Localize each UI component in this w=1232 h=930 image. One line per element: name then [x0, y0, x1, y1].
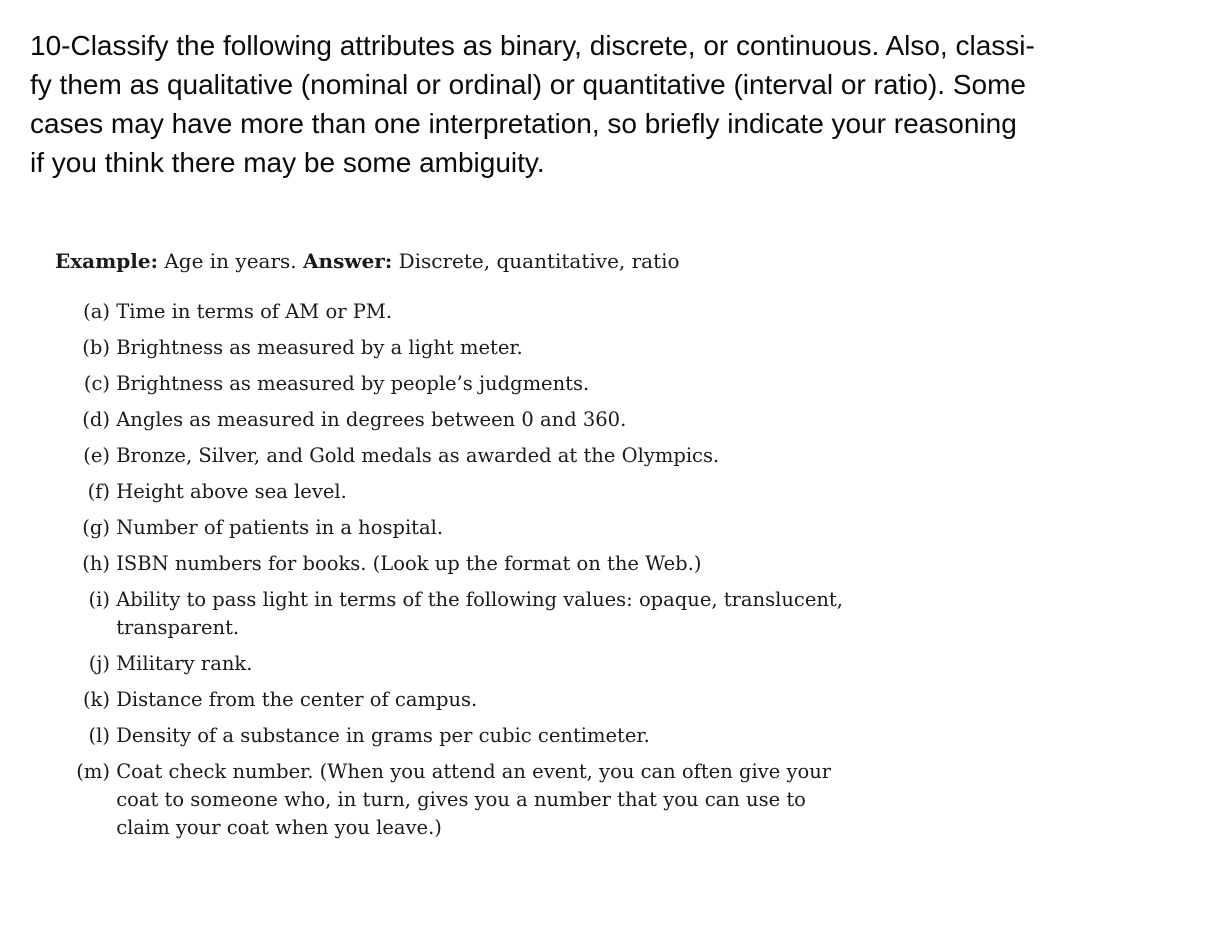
item-text-line: ISBN numbers for books. (Look up the format on the Web.): [116, 552, 702, 575]
list-item: [55, 334, 855, 362]
item-text: [116, 586, 855, 642]
item-text: [116, 514, 855, 542]
example-line: [55, 246, 855, 276]
list-item: [55, 686, 855, 714]
example-text: Age in years.: [164, 249, 297, 273]
list-item: [55, 370, 855, 398]
item-text-line: Angles as measured in degrees between 0 and 360.: [116, 408, 627, 431]
item-text: [116, 442, 855, 470]
item-text: [116, 370, 855, 398]
item-text-line: claim your coat when you leave.): [116, 816, 442, 839]
item-label: (m): [76, 760, 110, 783]
question-line: cases may have more than one interpretation, so briefly indicate your reasoning: [30, 108, 1017, 139]
item-text: [116, 298, 855, 326]
item-text-line: Bronze, Silver, and Gold medals as awarded at the Olympics.: [116, 444, 720, 467]
item-text-line: Distance from the center of campus.: [116, 688, 478, 711]
answer-label: Answer:: [303, 249, 393, 273]
item-text: [116, 722, 855, 750]
list-item: [55, 514, 855, 542]
list-item: [55, 650, 855, 678]
item-text-line: Brightness as measured by people’s judgments.: [116, 372, 590, 395]
item-text-line: Density of a substance in grams per cubic centimeter.: [116, 724, 650, 747]
example-label: Example:: [55, 249, 158, 273]
textbook-excerpt: [55, 246, 855, 850]
item-text: [116, 650, 855, 678]
list-item: [55, 586, 855, 642]
item-text-line: Ability to pass light in terms of the following values: opaque, translucent,: [116, 588, 843, 611]
item-label: (l): [88, 724, 110, 747]
question-prompt: [30, 26, 1200, 182]
answer-text: Discrete, quantitative, ratio: [398, 249, 680, 273]
item-label: (j): [88, 652, 110, 675]
list-item: [55, 442, 855, 470]
item-label: (b): [82, 336, 110, 359]
item-label: (i): [88, 588, 110, 611]
list-item: [55, 478, 855, 506]
item-text-line: Brightness as measured by a light meter.: [116, 336, 523, 359]
item-label: (e): [83, 444, 110, 467]
item-text-line: Time in terms of AM or PM.: [116, 300, 393, 323]
question-line: 10-Classify the following attributes as binary, discrete, or continuous. Also, classi-: [30, 30, 1035, 61]
question-line: fy them as qualitative (nominal or ordinal) or quantitative (interval or ratio). Some: [30, 69, 1026, 100]
item-label: (h): [82, 552, 110, 575]
item-text-line: Height above sea level.: [116, 480, 347, 503]
item-label: (f): [87, 480, 110, 503]
list-item: [55, 298, 855, 326]
item-text: [116, 758, 855, 842]
list-item: [55, 406, 855, 434]
item-label: (c): [83, 372, 110, 395]
item-text: [116, 550, 855, 578]
item-text: [116, 406, 855, 434]
list-item: [55, 550, 855, 578]
item-label: (a): [83, 300, 110, 323]
item-label: (k): [82, 688, 110, 711]
item-label: (g): [82, 516, 110, 539]
item-text: [116, 478, 855, 506]
item-text: [116, 334, 855, 362]
question-line: if you think there may be some ambiguity.: [30, 147, 545, 178]
attribute-list: [55, 298, 855, 842]
list-item: [55, 722, 855, 750]
item-text-line: coat to someone who, in turn, gives you a number that you can use to: [116, 788, 806, 811]
list-item: [55, 758, 855, 842]
item-label: (d): [82, 408, 110, 431]
item-text: [116, 686, 855, 714]
item-text-line: Military rank.: [116, 652, 253, 675]
item-text-line: Coat check number. (When you attend an event, you can often give your: [116, 760, 832, 783]
item-text-line: transparent.: [116, 616, 240, 639]
item-text-line: Number of patients in a hospital.: [116, 516, 444, 539]
